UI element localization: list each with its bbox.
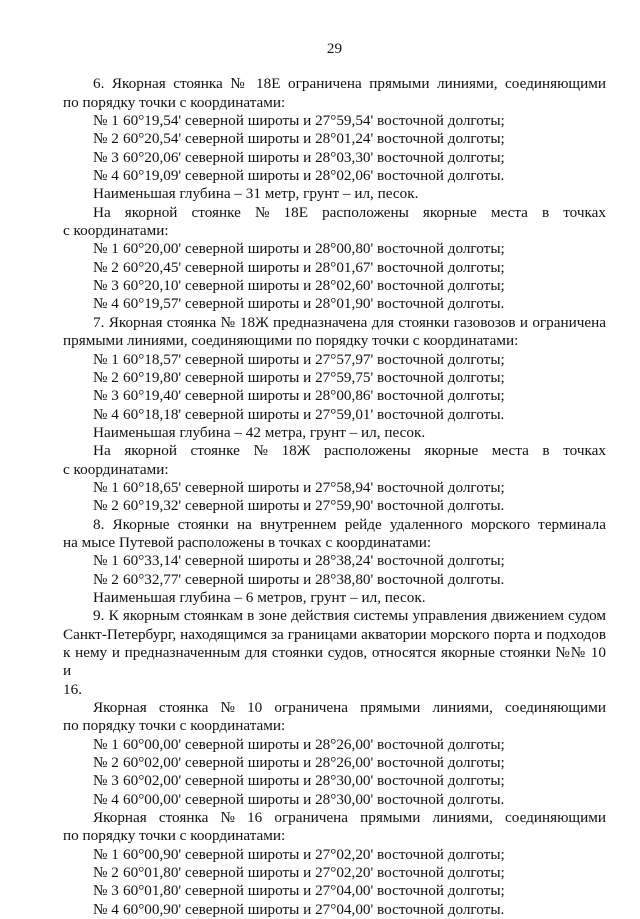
word: в [541, 203, 550, 221]
depth-note: Наименьшая глубина – 6 метров, грунт – ил, песок. [93, 588, 426, 606]
word: ограничена [274, 809, 349, 827]
point-number: № 1 [93, 240, 119, 258]
word: линиями, [432, 809, 493, 827]
coordinate-text: 60°00,00' северной широты и 28°26,00' восточной долготы; [123, 735, 505, 753]
word: стоянке [191, 203, 241, 221]
coordinate-line [63, 497, 606, 515]
coordinate-line [63, 130, 606, 148]
coordinate-text: 60°19,09' северной широты и 28°02,06' восточной долготы. [123, 167, 505, 185]
coordinate-line [63, 369, 606, 387]
word: Якорная [93, 809, 147, 827]
paragraph-line: с координатами: [63, 460, 169, 478]
point-number: № 4 [93, 167, 119, 185]
coordinate-text: 60°18,57' северной широты и 27°57,97' восточной долготы; [123, 350, 505, 368]
coordinate-text: 60°01,80' северной широты и 27°02,20' восточной долготы; [123, 864, 505, 882]
word: Якорная [93, 699, 147, 717]
coordinate-line [63, 736, 606, 754]
word: точках [563, 442, 606, 460]
paragraph-line: 16. [63, 680, 82, 698]
coordinate-text: 60°00,90' северной широты и 27°02,20' восточной долготы; [123, 845, 505, 863]
paragraph-line: по порядку точки с координатами: [63, 827, 286, 845]
coordinate-text: 60°20,00' северной широты и 28°00,80' восточной долготы; [123, 240, 505, 258]
coordinate-text: 60°02,00' северной широты и 28°26,00' восточной долготы; [123, 754, 505, 772]
coordinate-text: 60°19,54' северной широты и 27°59,54' восточной долготы; [123, 112, 505, 130]
word: места [491, 442, 529, 460]
coordinate-text: 60°20,45' северной широты и 28°01,67' восточной долготы; [123, 258, 505, 276]
paragraph-line: по порядку точки с координатами: [63, 717, 286, 735]
point-number: № 1 [93, 350, 119, 368]
paragraph-line: по порядку точки с координатами: [63, 93, 286, 111]
word: 18Ж [281, 442, 311, 460]
paragraph-line: к нему и предназначенным для стоянки судов, относятся якорные стоянки №№ 10 и [63, 644, 606, 680]
point-number: № 2 [93, 754, 119, 772]
paragraph-first-line: 8. Якорные стоянки на внутреннем рейде удаленного морского терминала [93, 515, 606, 533]
page-number: 29 [326, 40, 343, 57]
coordinate-line [63, 167, 606, 185]
paragraph-line [63, 699, 606, 717]
document-body [63, 75, 606, 919]
word: расположены [323, 442, 411, 460]
depth-note: Наименьшая глубина – 31 метр, грунт – ил, песок. [93, 185, 419, 203]
point-number: № 2 [93, 130, 119, 148]
word: линиями, [432, 699, 493, 717]
point-number: № 4 [93, 295, 119, 313]
word: соединяющими [505, 809, 606, 827]
word: 10 [247, 699, 263, 717]
coordinate-line [63, 387, 606, 405]
coordinate-line [63, 791, 606, 809]
coordinate-line [63, 754, 606, 772]
point-number: № 3 [93, 772, 119, 790]
word: соединяющими [505, 699, 606, 717]
coordinate-line [63, 479, 606, 497]
coordinate-text: 60°20,06' северной широты и 28°03,30' восточной долготы; [123, 148, 505, 166]
point-number: № 3 [93, 148, 119, 166]
coordinate-line [63, 240, 606, 258]
paragraph-line: на мысе Путевой расположены в точках с координатами: [63, 533, 432, 551]
point-number: № 1 [93, 845, 119, 863]
paragraph-line [63, 442, 606, 460]
word: № [254, 203, 270, 221]
coordinate-text: 60°19,80' северной широты и 27°59,75' восточной долготы; [123, 368, 505, 386]
coordinate-line [63, 552, 606, 570]
point-number: № 3 [93, 277, 119, 295]
point-number: № 2 [93, 497, 119, 515]
point-number: № 3 [93, 882, 119, 900]
coordinate-text: 60°00,90' северной широты и 27°04,00' восточной долготы. [123, 900, 505, 918]
word: 16 [247, 809, 263, 827]
word: в [542, 442, 550, 460]
paragraph-first-line: 7. Якорная стоянка № 18Ж предназначена для стоянки газовозов и ограничена [93, 313, 606, 331]
coordinate-line [63, 277, 606, 295]
word: якорные [424, 442, 479, 460]
word: якорной [124, 442, 177, 460]
paragraph-line: прямыми линиями, соединяющими по порядку точки с координатами: [63, 332, 519, 350]
coordinate-line [63, 882, 606, 900]
point-number: № 1 [93, 478, 119, 496]
coordinate-line [63, 295, 606, 313]
coordinate-line [63, 571, 606, 589]
coordinate-text: 60°19,40' северной широты и 28°00,86' восточной долготы; [123, 387, 505, 405]
point-number: № 4 [93, 790, 119, 808]
word: стоянка [158, 809, 209, 827]
coordinate-line [63, 901, 606, 919]
word: 18Е [283, 203, 308, 221]
coordinate-text: 60°00,00' северной широты и 28°30,00' восточной долготы. [123, 790, 505, 808]
word: места [490, 203, 528, 221]
word: прямыми [360, 699, 421, 717]
word: стоянка [158, 699, 209, 717]
coordinate-line [63, 149, 606, 167]
coordinate-text: 60°18,65' северной широты и 27°58,94' восточной долготы; [123, 478, 505, 496]
paragraph-line [63, 809, 606, 827]
word: № [220, 809, 235, 827]
coordinate-line [63, 351, 606, 369]
coordinate-text: 60°20,54' северной широты и 28°01,24' восточной долготы; [123, 130, 505, 148]
word: ограничена [274, 699, 349, 717]
coordinate-text: 60°20,10' северной широты и 28°02,60' восточной долготы; [123, 277, 505, 295]
word: № [253, 442, 268, 460]
coordinate-line [63, 406, 606, 424]
coordinate-text: 60°02,00' северной широты и 28°30,00' восточной долготы; [123, 772, 505, 790]
point-number: № 1 [93, 552, 119, 570]
point-number: № 2 [93, 368, 119, 386]
paragraph-line: с координатами: [63, 222, 169, 240]
point-number: № 3 [93, 387, 119, 405]
coordinate-line [63, 864, 606, 882]
word: прямыми [360, 809, 421, 827]
word: расположены [322, 203, 409, 221]
coordinate-line [63, 112, 606, 130]
word: стоянке [190, 442, 240, 460]
coordinate-text: 60°32,77' северной широты и 28°38,80' восточной долготы. [123, 570, 505, 588]
point-number: № 1 [93, 112, 119, 130]
coordinate-text: 60°01,80' северной широты и 27°04,00' восточной долготы; [123, 882, 505, 900]
point-number: № 2 [93, 570, 119, 588]
coordinate-text: 60°19,32' северной широты и 27°59,90' восточной долготы. [123, 497, 505, 515]
word: якорные [422, 203, 477, 221]
word: якорной [124, 203, 178, 221]
depth-note: Наименьшая глубина – 42 метра, грунт – ил, песок. [93, 423, 426, 441]
coordinate-text: 60°18,18' северной широты и 27°59,01' восточной долготы. [123, 405, 505, 423]
paragraph-line [63, 204, 606, 222]
paragraph-first-line: 6. Якорная стоянка № 18Е ограничена прямыми линиями, соединяющими [93, 75, 606, 93]
word: На [93, 442, 111, 460]
word: № [220, 699, 235, 717]
paragraph-first-line: 9. К якорным стоянкам в зоне действия системы управления движением судом [93, 607, 606, 625]
paragraph-line: Санкт-Петербург, находящимся за границами акватории морского порта и подходов [63, 625, 606, 643]
word: На [93, 203, 111, 221]
coordinate-text: 60°33,14' северной широты и 28°38,24' восточной долготы; [123, 552, 505, 570]
coordinate-line [63, 772, 606, 790]
coordinate-text: 60°19,57' северной широты и 28°01,90' восточной долготы. [123, 295, 505, 313]
point-number: № 2 [93, 258, 119, 276]
point-number: № 4 [93, 405, 119, 423]
point-number: № 4 [93, 900, 119, 918]
point-number: № 2 [93, 864, 119, 882]
coordinate-line [63, 846, 606, 864]
point-number: № 1 [93, 735, 119, 753]
coordinate-line [63, 259, 606, 277]
word: точках [563, 203, 606, 221]
